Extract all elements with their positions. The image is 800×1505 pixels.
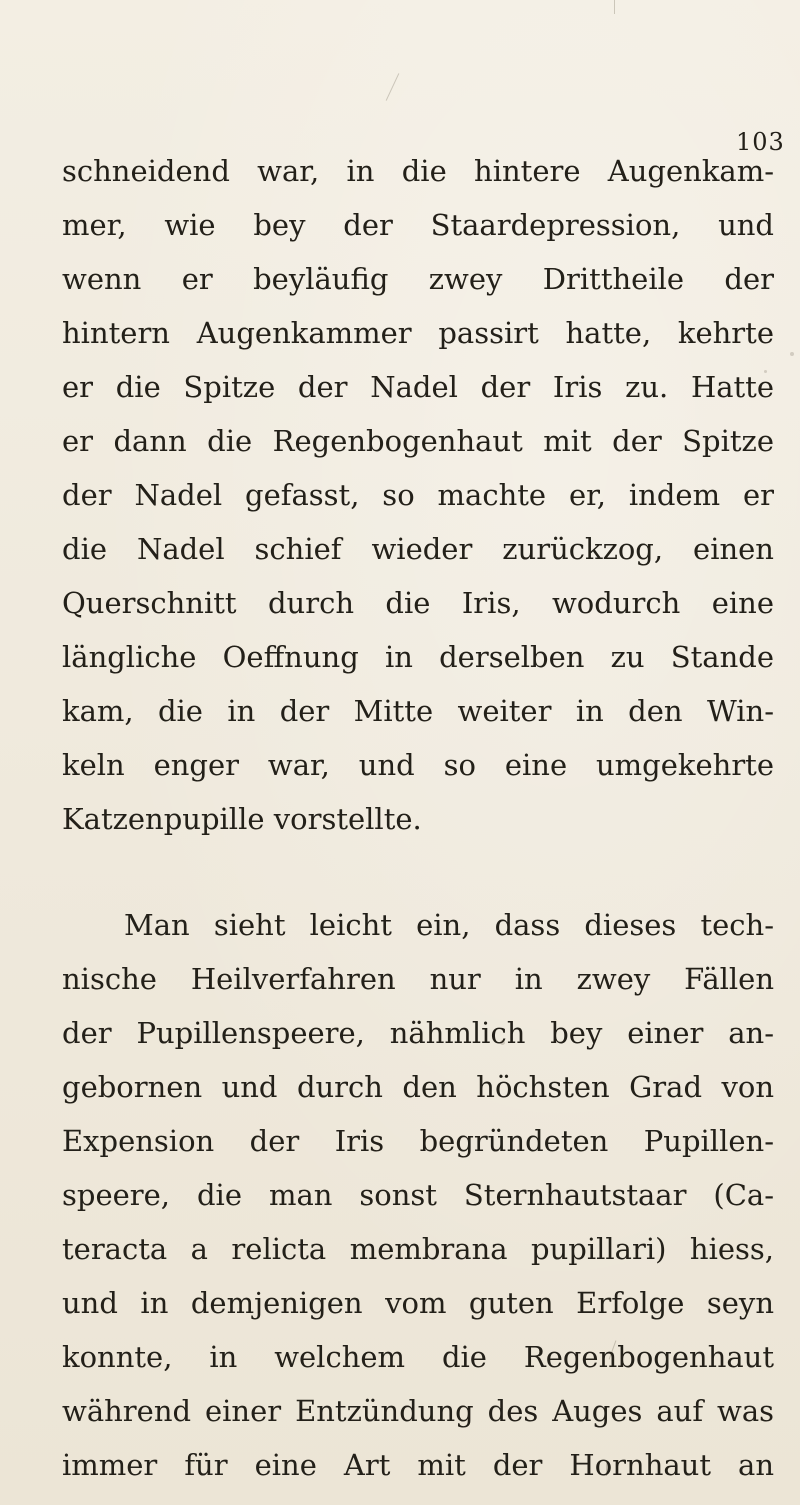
text-line: längliche Oeffnung in derselben zu Stande [62,640,774,674]
text-line: schneidend war, in die hintere Augenkam- [62,154,774,188]
text-line: er die Spitze der Nadel der Iris zu. Hatte [62,370,774,404]
text-line: kam, die in der Mitte weiter in den Win- [62,694,774,728]
text-line: wenn er beyläufig zwey Drittheile der [62,262,774,296]
body-text [62,144,774,1492]
paragraph-gap [62,846,774,898]
paper-scratch [606,1460,607,1476]
text-line: konnte, in welchem die Regenbogenhaut [62,1340,774,1374]
text-line: und in demjenigen vom guten Erfolge seyn [62,1286,774,1320]
text-line: der Nadel gefasst, so machte er, indem er [62,478,774,512]
paper-scratch [386,73,400,101]
text-line: gebornen und durch den höchsten Grad von [62,1070,774,1104]
text-line: immer für eine Art mit der Hornhaut an [62,1448,774,1482]
paper-speck [764,370,767,373]
text-line: die Nadel schief wieder zurückzog, einen [62,532,774,566]
text-line: keln enger war, und so eine umgekehrte [62,748,774,782]
page-number: 103 [736,128,785,156]
text-line: er dann die Regenbogenhaut mit der Spitze [62,424,774,458]
text-line: speere, die man sonst Sternhautstaar (Ca- [62,1178,774,1212]
text-line: Expension der Iris begründeten Pupillen- [62,1124,774,1158]
text-line: Querschnitt durch die Iris, wodurch eine [62,586,774,620]
paragraph-2 [62,898,774,1492]
text-line: hintern Augenkammer passirt hatte, kehrte [62,316,774,350]
paper-speck [318,1364,322,1368]
paper-scratch [614,0,615,14]
paragraph-1 [62,144,774,846]
paper-speck [790,352,794,356]
text-line: Katzenpupille vorstellte. [62,802,422,836]
paper-speck [500,1040,505,1045]
text-line: nische Heilverfahren nur in zwey Fällen [62,962,774,996]
text-line: während einer Entzündung des Auges auf was [62,1394,774,1428]
text-line: der Pupillenspeere, nähmlich bey einer an- [62,1016,774,1050]
text-line: teracta a relicta membrana pupillari) hiess, [62,1232,774,1266]
text-line: Man sieht leicht ein, dass dieses tech- [124,908,774,942]
text-line: mer, wie bey der Staardepression, und [62,208,774,242]
